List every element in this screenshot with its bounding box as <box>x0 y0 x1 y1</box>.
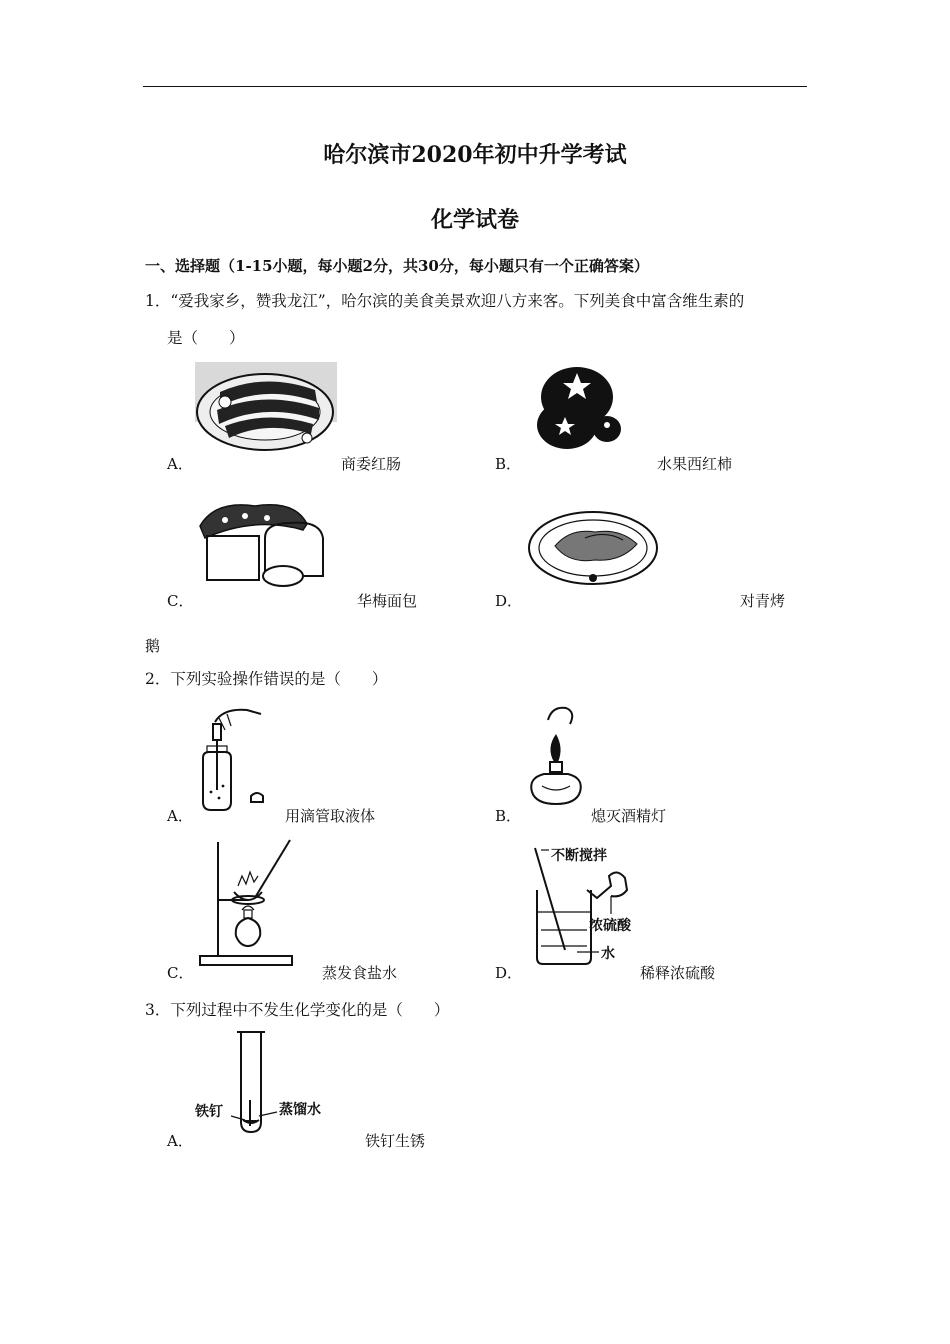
exam-subtitle: 化学试卷 <box>430 207 519 233</box>
header-rule <box>143 86 807 87</box>
q2-option-c-text: 蒸发食盐水 <box>322 964 398 982</box>
dropper-bottle-image <box>195 702 275 814</box>
tomatoes-image <box>525 363 645 453</box>
q1-stem-line1: 1．“爱我家乡，赞我龙江”，哈尔滨的美食美景欢迎八方来客。下列美食中富含维生素的 <box>145 292 745 310</box>
q1-option-b-text: 水果西红柿 <box>657 455 733 473</box>
q2-option-b-text: 熄灭酒精灯 <box>591 807 667 825</box>
distilled-water-label: 蒸馏水 <box>279 1102 321 1118</box>
alcohol-lamp-image <box>518 702 588 812</box>
q1-option-d-text: 对青烤 <box>740 592 786 610</box>
q1-option-b-letter[interactable]: B． <box>495 455 522 473</box>
q1-option-c-text: 华梅面包 <box>357 592 418 610</box>
section-heading: 一、选择题（1-15小题，每小题2分，共30分，每小题只有一个正确答案） <box>145 257 649 275</box>
sausage-plate-image <box>195 362 340 457</box>
water-label: 水 <box>601 946 615 962</box>
q1-stem-line2: 是（ ） <box>167 329 245 347</box>
q1-option-d-letter[interactable]: D． <box>495 592 523 610</box>
q1-option-a-letter[interactable]: A． <box>167 455 193 473</box>
q2-option-a-letter[interactable]: A． <box>167 807 193 825</box>
q2-option-d-letter[interactable]: D． <box>495 964 523 982</box>
nail-label: 铁钉 <box>195 1104 223 1120</box>
roast-goose-plate-image <box>525 508 665 588</box>
evaporating-dish-stand-image <box>198 838 298 968</box>
q2-option-c-letter[interactable]: C． <box>167 964 194 982</box>
q2-option-a-text: 用滴管取液体 <box>285 807 376 825</box>
q3-option-a-text: 铁钉生锈 <box>365 1132 426 1150</box>
stir-label: 不断搅拌 <box>551 848 607 864</box>
q1-option-c-letter[interactable]: C． <box>167 592 194 610</box>
beaker-dilution-image <box>527 842 647 967</box>
q3-stem: 3．下列过程中不发生化学变化的是（ ） <box>145 1001 450 1019</box>
acid-label: 浓硫酸 <box>589 918 631 934</box>
q2-option-d-text: 稀释浓硫酸 <box>640 964 716 982</box>
q2-option-b-letter[interactable]: B． <box>495 807 522 825</box>
q1-option-a-text: 商委红肠 <box>341 455 402 473</box>
test-tube-nail-image <box>193 1030 343 1135</box>
bread-image <box>195 498 335 588</box>
exam-title: 哈尔滨市2020年初中升学考试 <box>323 142 627 168</box>
q3-option-a-letter[interactable]: A． <box>167 1132 193 1150</box>
q2-stem: 2．下列实验操作错误的是（ ） <box>145 670 388 688</box>
q1-option-d-text-overflow: 鹅 <box>145 637 161 655</box>
